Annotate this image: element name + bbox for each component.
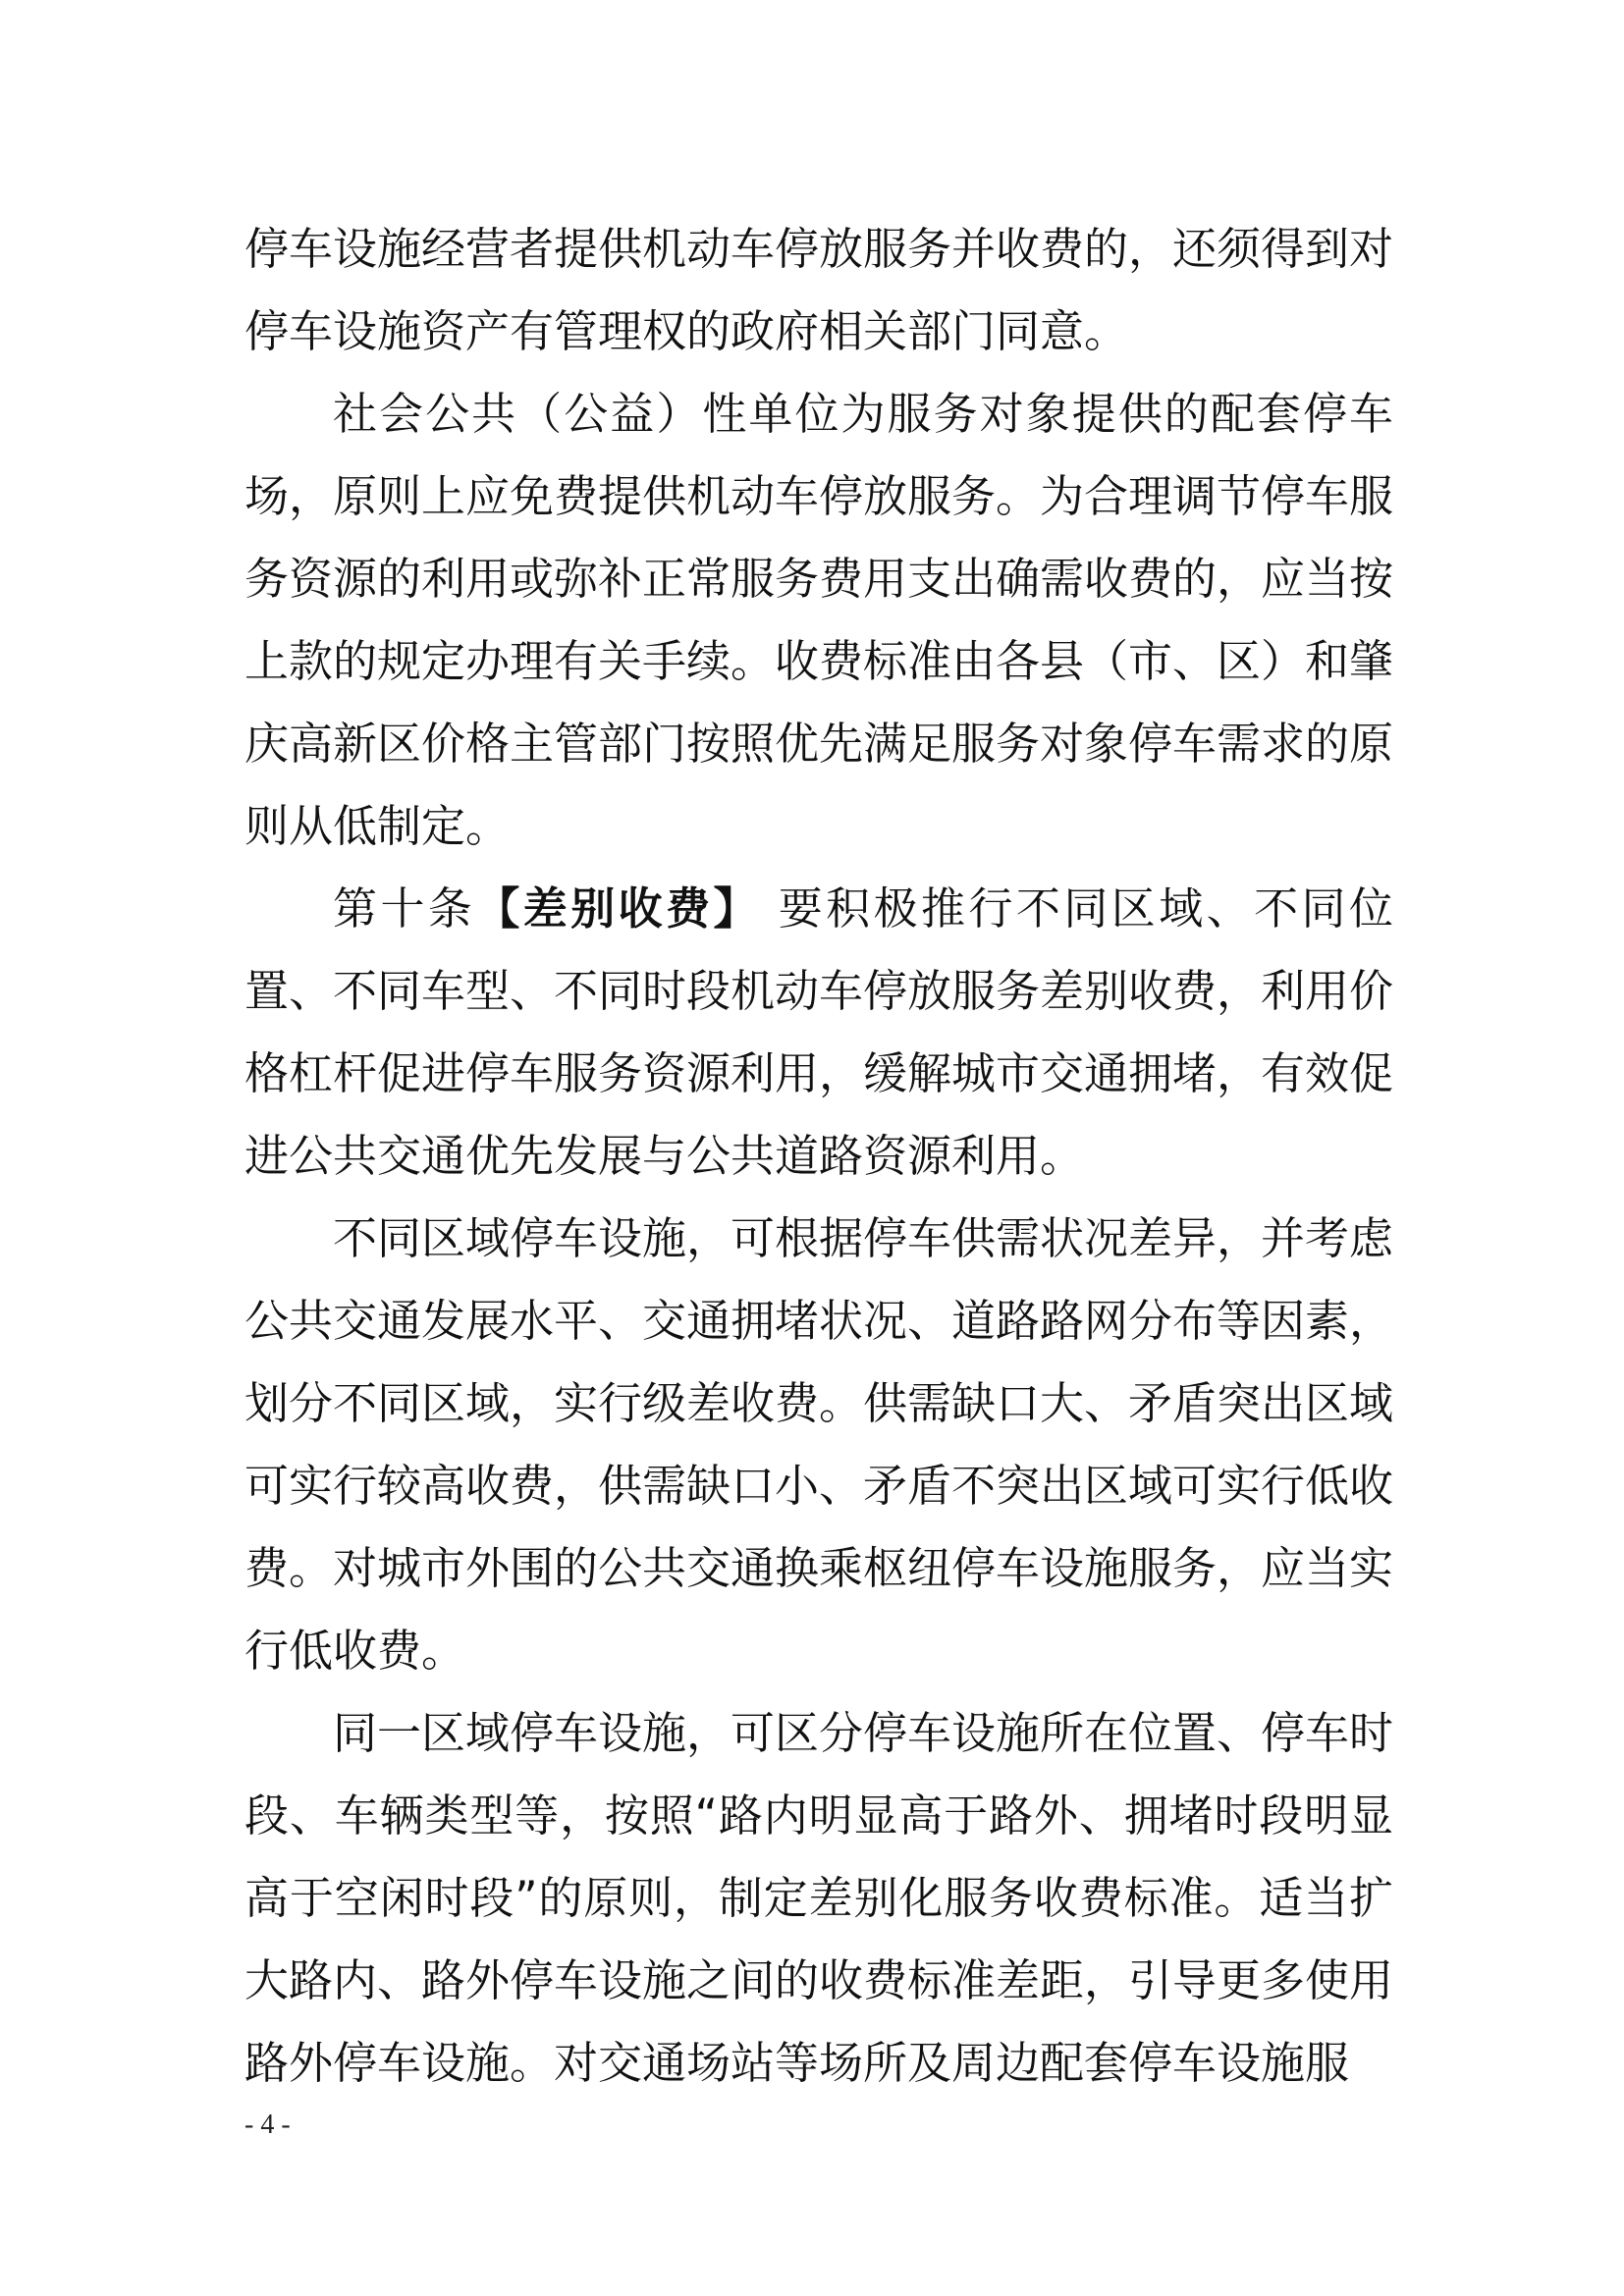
paragraph-5: 同一区域停车设施，可区分停车设施所在位置、停车时段、车辆类型等，按照“路内明显高于路外、拥堵时段明显高于空闲时段”的原则，制定差别化服务收费标准。适当扩大路内、路外停车设施之间的收费标准差距，引导更多使用路外停车设施。对交通场站等场所及周边配套停车设施服 — [244, 1707, 1394, 2089]
document-body — [244, 208, 1393, 2105]
article-number: 第十条 — [333, 882, 476, 934]
paragraph-1: 停车设施经营者提供机动车停放服务并收费的，还须得到对停车设施资产有管理权的政府相关部门同意。 — [244, 223, 1394, 357]
paragraph-3 — [244, 868, 1393, 1198]
page-number: - 4 - — [244, 2109, 291, 2140]
paragraph-4: 不同区域停车设施，可根据停车供需状况差异，并考虑公共交通发展水平、交通拥堵状况、道路路网分布等因素，划分不同区域，实行级差收费。供需缺口大、矛盾突出区域可实行较高收费，供需缺口小、矛盾不突出区域可实行低收费。对城市外围的公共交通换乘枢纽停车设施服务，应当实行低收费。 — [244, 1212, 1394, 1677]
article-title: 【差别收费】 — [475, 882, 761, 934]
article-text: 要积极推行不同区域、不同位置、不同车型、不同时段机动车停放服务差别收费，利用价格杠杆促进停车服务资源利用，缓解城市交通拥堵，有效促进公共交通优先发展与公共道路资源利用。 — [244, 882, 1394, 1182]
paragraph-2: 社会公共（公益）性单位为服务对象提供的配套停车场，原则上应免费提供机动车停放服务。为合理调节停车服务资源的利用或弥补正常服务费用支出确需收费的，应当按上款的规定办理有关手续。收费标准由各县（市、区）和肇庆高新区价格主管部门按照优先满足服务对象停车需求的原则从低制定。 — [244, 388, 1394, 852]
